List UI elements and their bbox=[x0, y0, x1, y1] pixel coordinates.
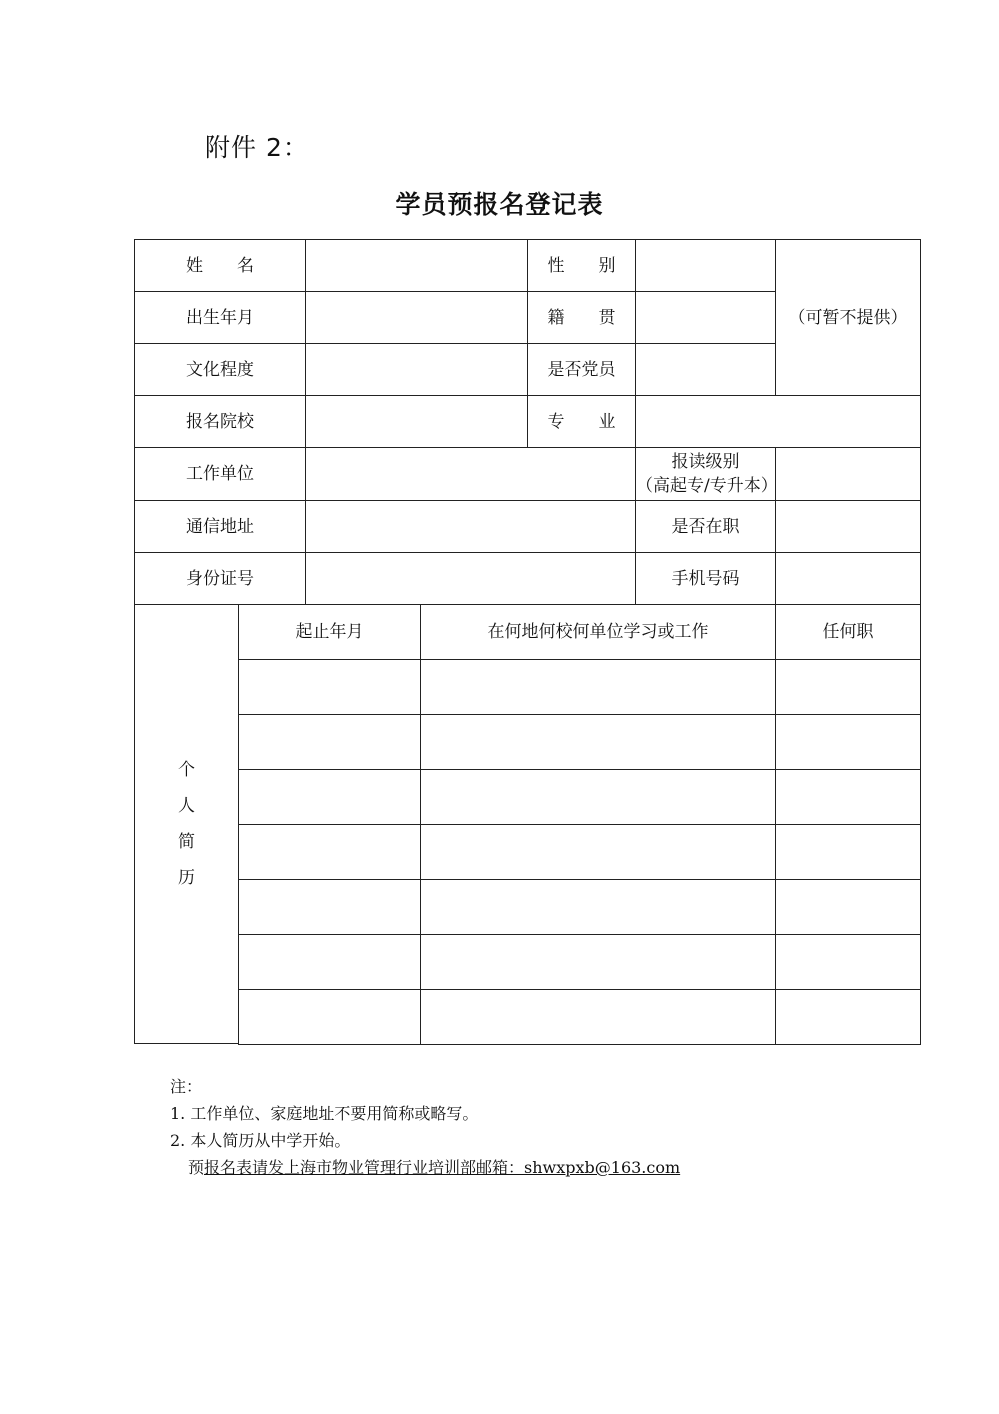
education-field[interactable] bbox=[305, 343, 528, 396]
resume-place-cell[interactable] bbox=[420, 989, 776, 1045]
resume-position-cell[interactable] bbox=[775, 989, 921, 1045]
resume-label-char: 历 bbox=[178, 868, 195, 888]
email-note-text: 报名表请发上海市物业管理行业培训部邮箱：shwxpxb@163.com bbox=[204, 1158, 681, 1177]
email-note bbox=[170, 1154, 680, 1181]
resume-header-position: 任何职 bbox=[775, 604, 921, 660]
resume-period-cell[interactable] bbox=[238, 714, 421, 770]
resume-period-cell[interactable] bbox=[238, 659, 421, 715]
name-label: 姓 名 bbox=[134, 239, 306, 292]
resume-label-char: 简 bbox=[178, 832, 195, 852]
mobile-field[interactable] bbox=[775, 552, 921, 605]
major-field[interactable] bbox=[635, 395, 921, 448]
level-label bbox=[635, 447, 776, 501]
resume-header-place: 在何地何校何单位学习或工作 bbox=[420, 604, 776, 660]
resume-label bbox=[134, 604, 239, 1044]
id-number-label: 身份证号 bbox=[134, 552, 306, 605]
resume-place-cell[interactable] bbox=[420, 934, 776, 990]
resume-period-cell[interactable] bbox=[238, 769, 421, 825]
employed-field[interactable] bbox=[775, 500, 921, 553]
resume-place-cell[interactable] bbox=[420, 879, 776, 935]
resume-period-cell[interactable] bbox=[238, 989, 421, 1045]
resume-period-cell[interactable] bbox=[238, 879, 421, 935]
education-label: 文化程度 bbox=[134, 343, 306, 396]
resume-label-char: 人 bbox=[178, 796, 195, 816]
resume-period-cell[interactable] bbox=[238, 934, 421, 990]
form-title: 学员预报名登记表 bbox=[395, 190, 604, 219]
resume-position-cell[interactable] bbox=[775, 659, 921, 715]
photo-box[interactable] bbox=[775, 239, 921, 396]
resume-position-cell[interactable] bbox=[775, 824, 921, 880]
address-field[interactable] bbox=[305, 500, 636, 553]
native-place-field[interactable] bbox=[635, 291, 776, 344]
resume-place-cell[interactable] bbox=[420, 659, 776, 715]
email-note-prefix: 预 bbox=[188, 1158, 205, 1177]
resume-place-cell[interactable] bbox=[420, 714, 776, 770]
note-item: 2. 本人简历从中学开始。 bbox=[170, 1131, 351, 1150]
native-place-label: 籍 贯 bbox=[527, 291, 636, 344]
name-field[interactable] bbox=[305, 239, 528, 292]
birth-label: 出生年月 bbox=[134, 291, 306, 344]
resume-position-cell[interactable] bbox=[775, 769, 921, 825]
level-label-line1: 报读级别 bbox=[671, 452, 740, 472]
resume-header-period: 起止年月 bbox=[238, 604, 421, 660]
resume-label-char: 个 bbox=[178, 760, 195, 780]
level-label-line2: （高起专/专升本） bbox=[636, 476, 778, 496]
school-field[interactable] bbox=[305, 395, 528, 448]
party-member-field[interactable] bbox=[635, 343, 776, 396]
notes bbox=[170, 1073, 680, 1181]
level-field[interactable] bbox=[775, 447, 921, 501]
resume-period-cell[interactable] bbox=[238, 824, 421, 880]
resume-place-cell[interactable] bbox=[420, 824, 776, 880]
gender-label: 性 别 bbox=[527, 239, 636, 292]
resume-place-cell[interactable] bbox=[420, 769, 776, 825]
address-label: 通信地址 bbox=[134, 500, 306, 553]
mobile-label: 手机号码 bbox=[635, 552, 776, 605]
note-item: 1. 工作单位、家庭地址不要用简称或略写。 bbox=[170, 1104, 479, 1123]
resume-position-cell[interactable] bbox=[775, 934, 921, 990]
photo-note: （可暂不提供） bbox=[788, 307, 908, 328]
resume-position-cell[interactable] bbox=[775, 714, 921, 770]
id-number-field[interactable] bbox=[305, 552, 636, 605]
notes-heading: 注： bbox=[170, 1077, 203, 1096]
employed-label: 是否在职 bbox=[635, 500, 776, 553]
gender-field[interactable] bbox=[635, 239, 776, 292]
major-label: 专 业 bbox=[527, 395, 636, 448]
attachment-label: 附件 2： bbox=[205, 133, 309, 162]
resume-position-cell[interactable] bbox=[775, 879, 921, 935]
employer-field[interactable] bbox=[305, 447, 636, 501]
party-member-label: 是否党员 bbox=[527, 343, 636, 396]
employer-label: 工作单位 bbox=[134, 447, 306, 501]
school-label: 报名院校 bbox=[134, 395, 306, 448]
birth-field[interactable] bbox=[305, 291, 528, 344]
